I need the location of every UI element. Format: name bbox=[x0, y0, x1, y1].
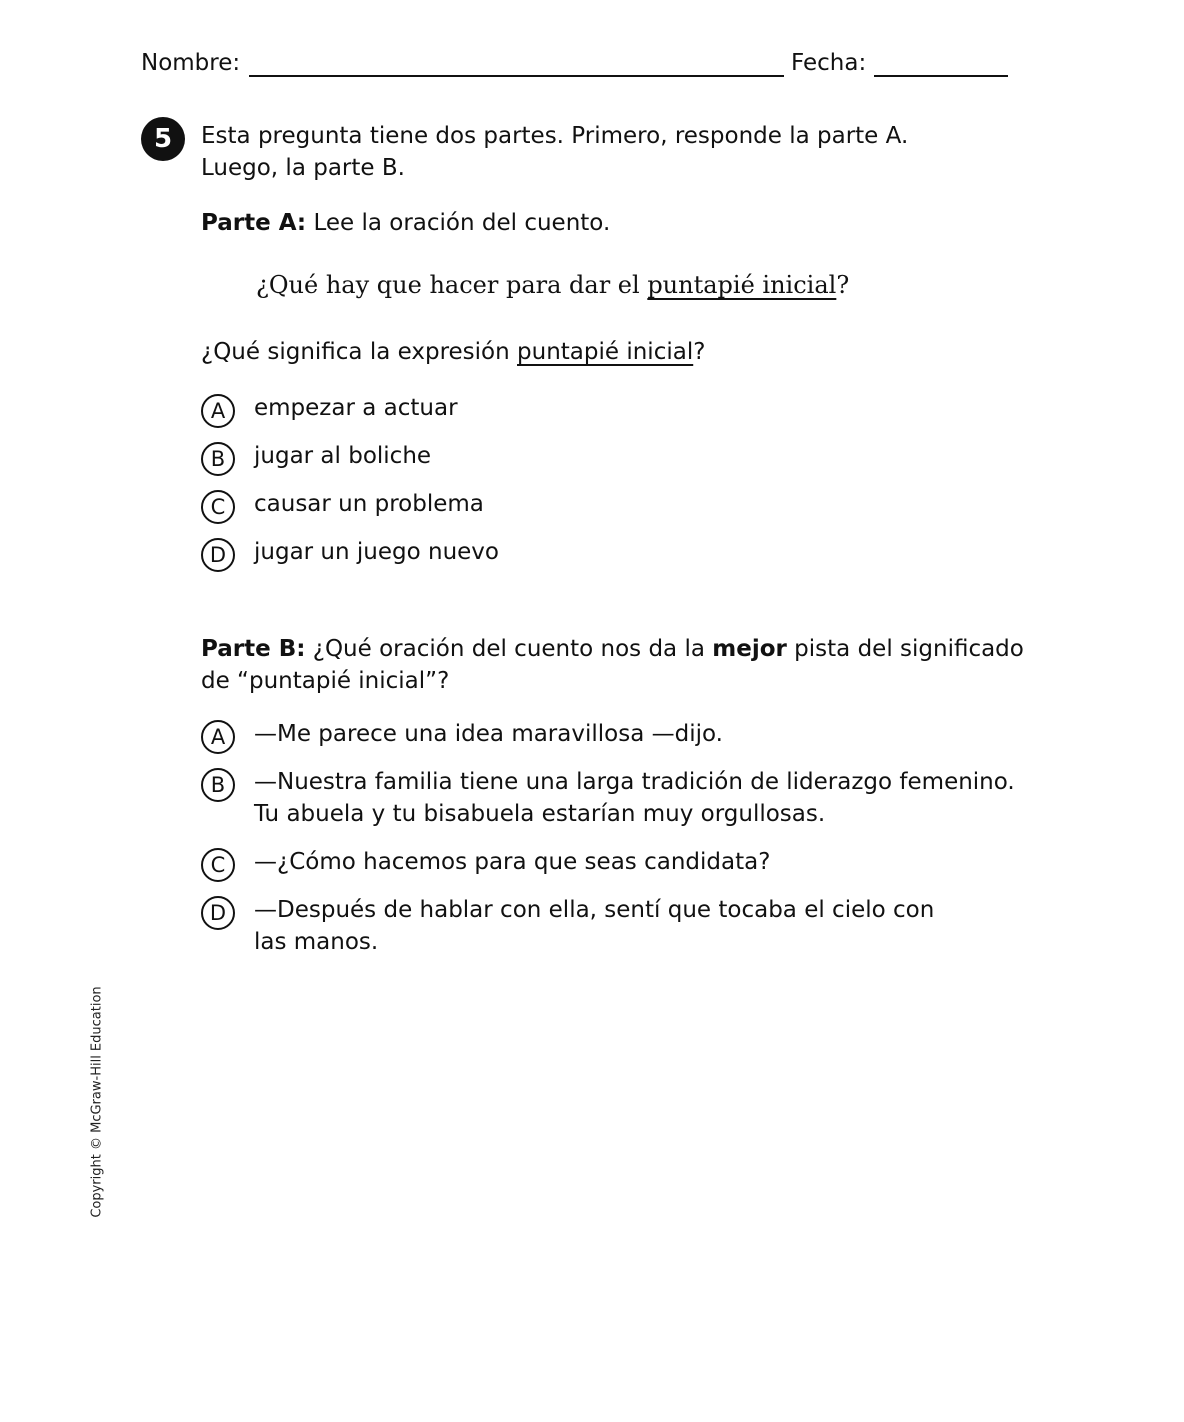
intro-line-1: Esta pregunta tiene dos partes. Primero, responde la parte A. bbox=[201, 123, 909, 149]
part-a-instruction-text: Lee la oración del cuento. bbox=[306, 210, 611, 236]
option-letter-circle[interactable]: A bbox=[201, 720, 235, 754]
part-b-question-bold: mejor bbox=[712, 636, 787, 662]
question-intro bbox=[201, 120, 1021, 184]
option-text bbox=[254, 766, 1015, 830]
option-text: causar un problema bbox=[254, 491, 484, 517]
date-label: Fecha: bbox=[791, 50, 867, 76]
option-text: jugar un juego nuevo bbox=[254, 539, 499, 565]
name-field-line[interactable] bbox=[249, 75, 784, 77]
quote-text-after: ? bbox=[836, 271, 850, 299]
option-text: empezar a actuar bbox=[254, 395, 458, 421]
option-letter-circle[interactable]: B bbox=[201, 442, 235, 476]
story-quote bbox=[256, 271, 849, 299]
copyright-notice: Copyright © McGraw-Hill Education bbox=[89, 986, 105, 1218]
part-a-option-b[interactable] bbox=[201, 444, 431, 476]
option-letter-circle[interactable]: D bbox=[201, 896, 235, 930]
part-a-option-c[interactable] bbox=[201, 492, 484, 524]
question-text-after: ? bbox=[693, 339, 706, 365]
option-text-line-2: Tu abuela y tu bisabuela estarían muy orgullosas. bbox=[254, 801, 826, 827]
question-text-before: ¿Qué significa la expresión bbox=[201, 339, 518, 365]
option-text bbox=[254, 718, 723, 750]
part-a-instruction bbox=[201, 210, 610, 236]
quote-underlined-phrase: puntapié inicial bbox=[647, 271, 837, 299]
part-b-option-b[interactable] bbox=[201, 770, 1015, 830]
part-b-option-a[interactable] bbox=[201, 722, 723, 754]
part-b-label: Parte B: bbox=[201, 636, 306, 662]
part-a-question bbox=[201, 339, 705, 365]
part-a-option-d[interactable] bbox=[201, 540, 499, 572]
part-b-question-line-2: de “puntapié inicial”? bbox=[201, 668, 450, 694]
part-a-label: Parte A: bbox=[201, 210, 307, 236]
option-text-line-1: —Me parece una idea maravillosa —dijo. bbox=[254, 721, 723, 747]
part-b-question-line-1 bbox=[201, 633, 1051, 665]
option-letter-circle[interactable]: C bbox=[201, 848, 235, 882]
option-text-line-1: —Después de hablar con ella, sentí que tocaba el cielo con bbox=[254, 897, 935, 923]
option-letter-circle[interactable]: D bbox=[201, 538, 235, 572]
name-label: Nombre: bbox=[141, 50, 241, 76]
option-text bbox=[254, 846, 770, 878]
option-letter-circle[interactable]: B bbox=[201, 768, 235, 802]
option-letter-circle[interactable]: A bbox=[201, 394, 235, 428]
date-field-line[interactable] bbox=[874, 75, 1008, 77]
option-text-line-1: —Nuestra familia tiene una larga tradición de liderazgo femenino. bbox=[254, 769, 1015, 795]
part-b-question-start: ¿Qué oración del cuento nos da la bbox=[305, 636, 713, 662]
question-number-badge: 5 bbox=[141, 117, 185, 161]
quote-text-before: ¿Qué hay que hacer para dar el bbox=[256, 271, 648, 299]
part-b-question bbox=[201, 633, 1051, 697]
intro-line-2: Luego, la parte B. bbox=[201, 155, 405, 181]
option-text-line-2: las manos. bbox=[254, 929, 379, 955]
option-text: jugar al boliche bbox=[254, 443, 432, 469]
part-a-option-a[interactable] bbox=[201, 396, 458, 428]
part-b-option-c[interactable] bbox=[201, 850, 770, 882]
part-b-question-end: pista del significado bbox=[786, 636, 1024, 662]
option-letter-circle[interactable]: C bbox=[201, 490, 235, 524]
option-text-line-1: —¿Cómo hacemos para que seas candidata? bbox=[254, 849, 771, 875]
option-text bbox=[254, 894, 934, 958]
question-underlined-phrase: puntapié inicial bbox=[517, 339, 694, 365]
part-b-option-d[interactable] bbox=[201, 898, 934, 958]
